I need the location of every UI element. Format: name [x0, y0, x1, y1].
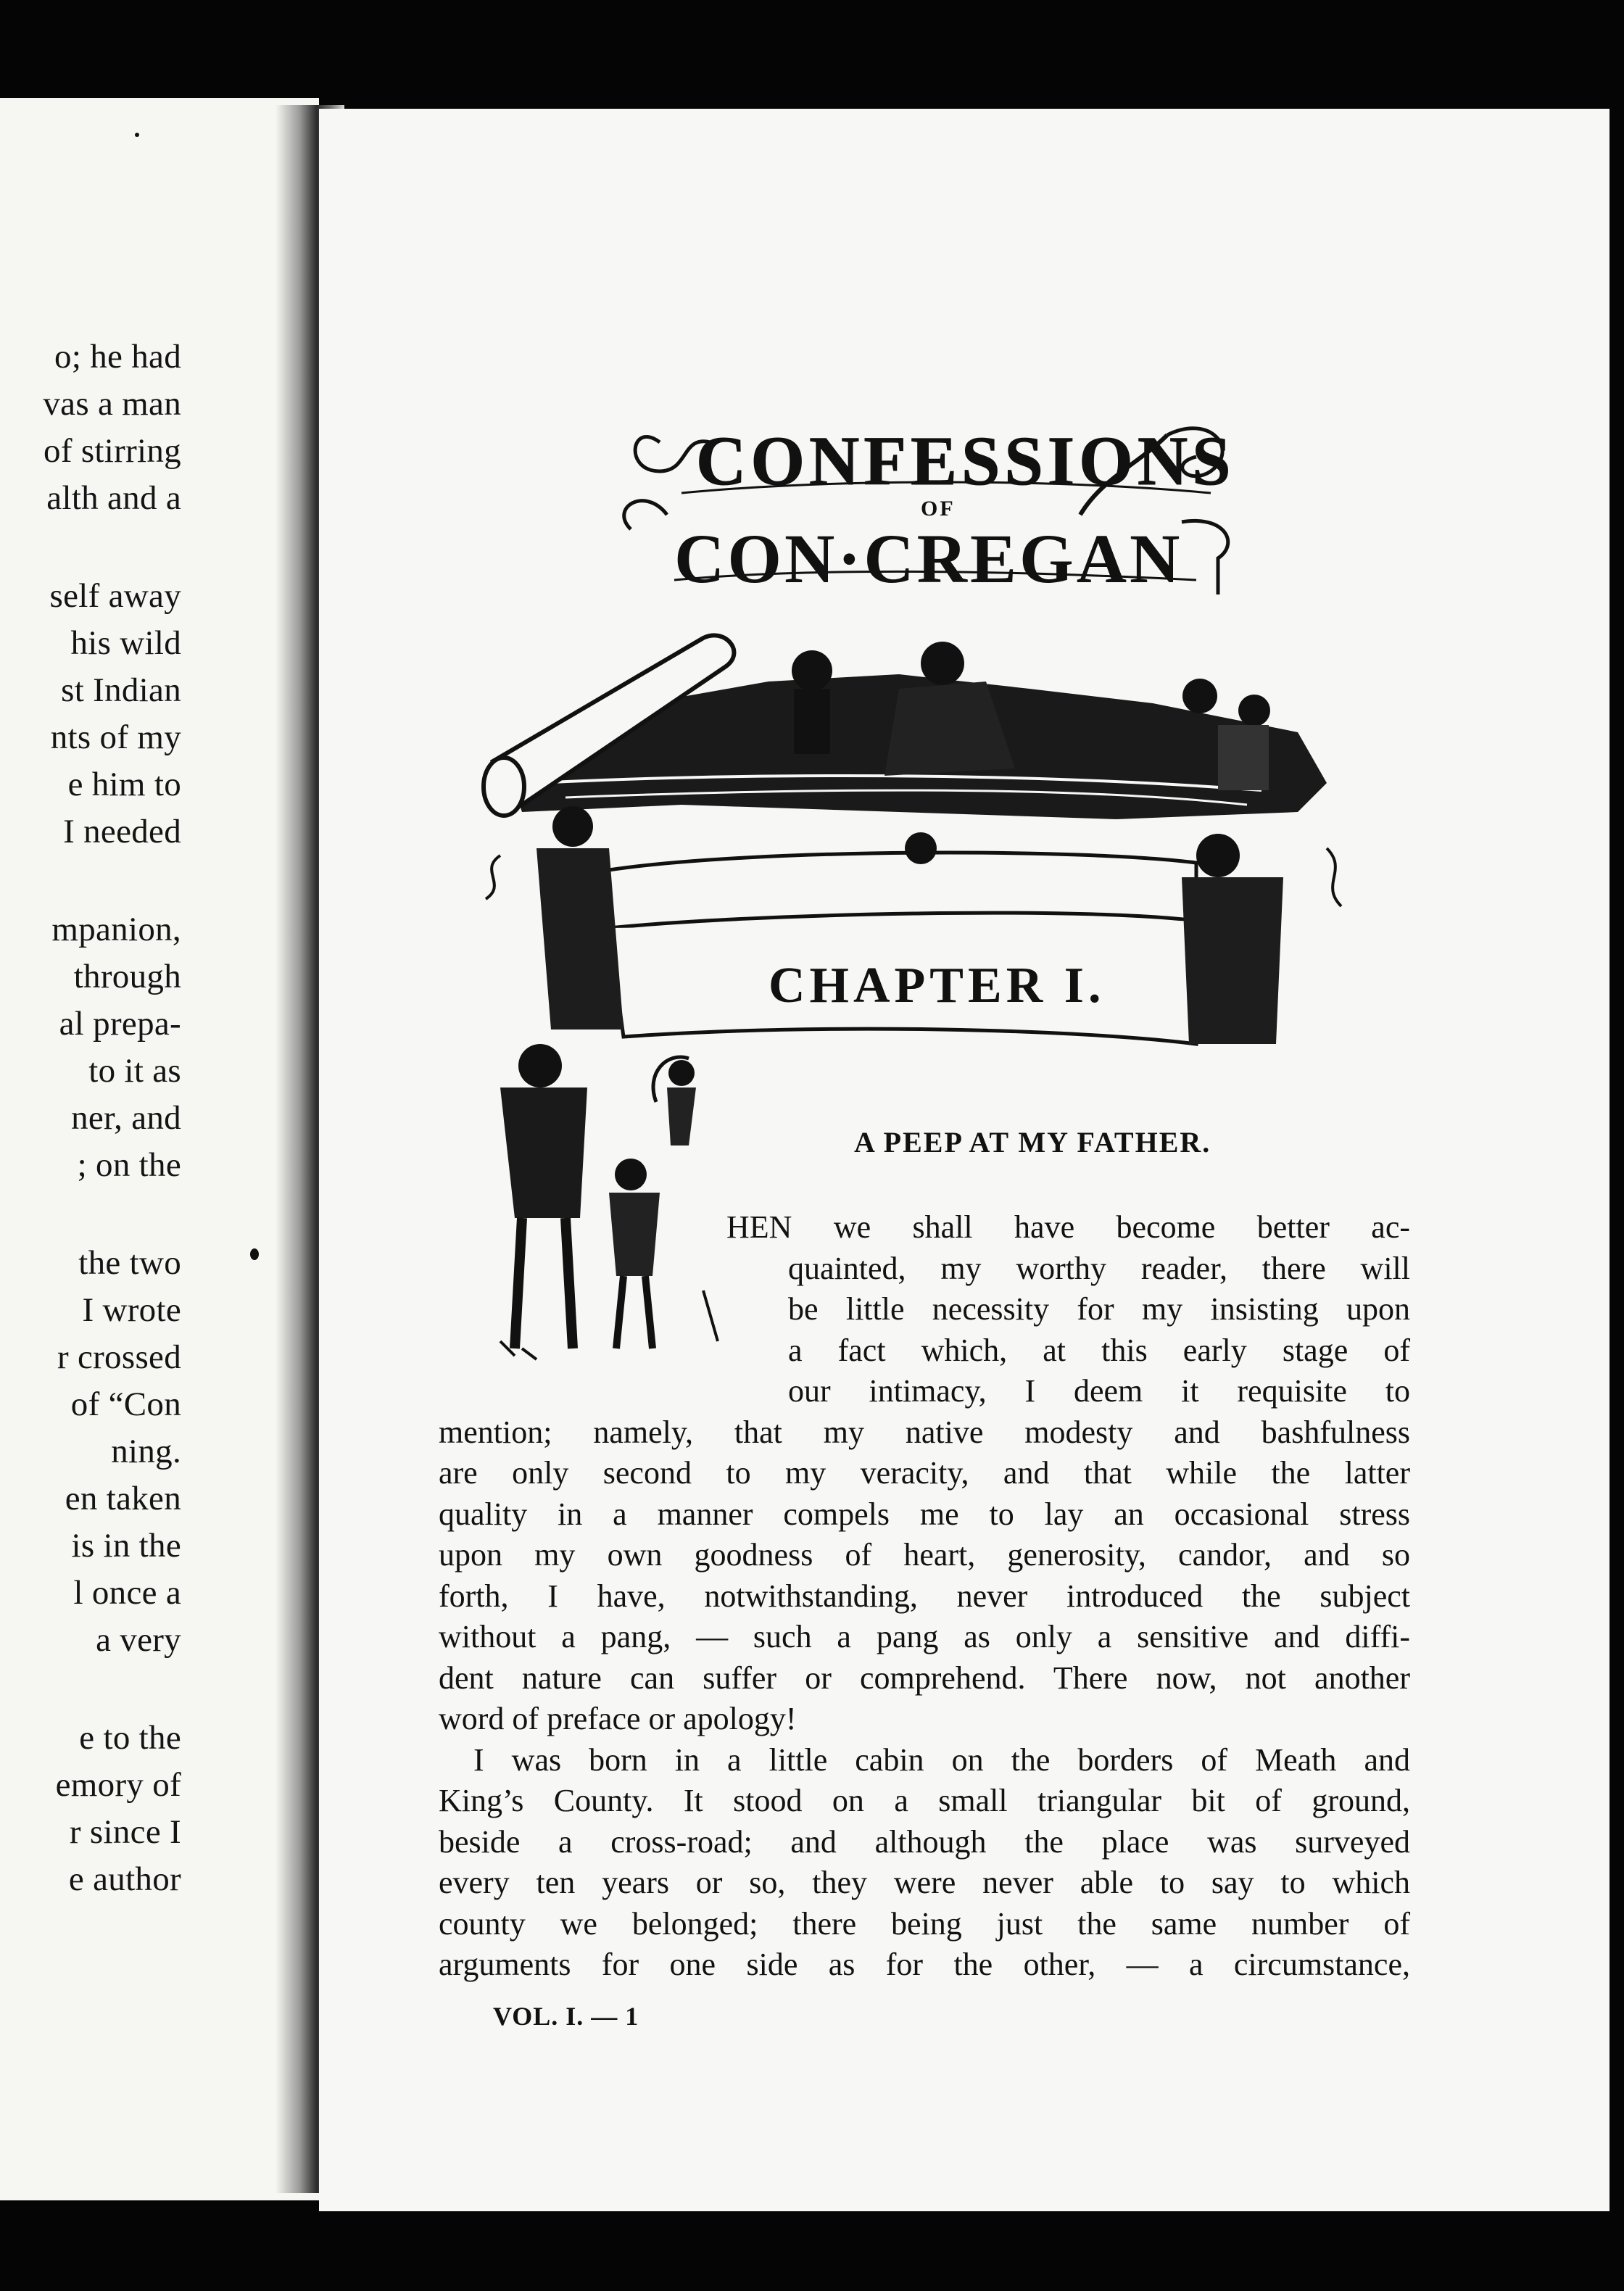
text-line: our intimacy, I deem it requisite to: [788, 1373, 1410, 1409]
left-page-line: al prepa-: [59, 1005, 181, 1043]
left-page-line: en taken: [65, 1480, 181, 1517]
text-line: King’s County. It stood on a small triangular bit of ground,: [439, 1783, 1410, 1818]
left-page-line: I needed: [63, 813, 181, 850]
left-page-line: the two: [78, 1244, 181, 1282]
text-line: without a pang, — such a pang as only a sensitive and diffi-: [439, 1619, 1410, 1654]
title-word-con-cregan: CON·CREGAN: [674, 520, 1183, 597]
left-page-line: emory of: [55, 1766, 181, 1804]
title-word-of: OF: [921, 497, 956, 521]
left-page-line: e to the: [79, 1719, 181, 1757]
left-page-line: is in the: [71, 1527, 181, 1565]
left-page-line: of “Con: [70, 1385, 181, 1423]
left-facing-page: [0, 98, 319, 2200]
text-line: arguments for one side as for the other, — a circumstance,: [439, 1947, 1410, 1982]
left-page-line: r since I: [69, 1813, 181, 1851]
figure-left-bearer: [536, 848, 624, 1030]
left-page-line: of stirring: [44, 432, 181, 470]
left-page-line: alth and a: [46, 479, 181, 517]
figure-head: [792, 650, 832, 691]
left-page-line: r crossed: [57, 1338, 181, 1376]
left-page-line: mpanion,: [51, 911, 181, 948]
text-line: upon my own goodness of heart, generosity, candor, and so: [439, 1537, 1410, 1573]
text-line: every ten years or so, they were never able to say to which: [439, 1865, 1410, 1900]
left-page-line: his wild: [70, 624, 181, 662]
left-page-line: self away: [49, 577, 181, 615]
text-line: are only second to my veracity, and that while the latter: [439, 1455, 1410, 1491]
text-line: word of preface or apology!: [439, 1701, 797, 1736]
text-line: a fact which, at this early stage of: [788, 1332, 1410, 1368]
text-line: beside a cross-road; and although the place was surveyed: [439, 1823, 1410, 1860]
figure-woman-with-child: [500, 1088, 587, 1218]
text-line: I was born in a little cabin on the borders of Meath and: [473, 1741, 1410, 1778]
text-line: quality in a manner compels me to lay an occasional stress: [439, 1496, 1410, 1532]
text-line: quainted, my worthy reader, there will: [788, 1250, 1410, 1286]
text-line: mention; namely, that my native modesty and bashfulness: [439, 1414, 1410, 1450]
left-page-line: ning.: [111, 1433, 181, 1470]
text-line: county we belonged; there being just the same number of: [439, 1905, 1410, 1942]
engraving-illustration: [464, 594, 1370, 1102]
text-line: forth, I have, notwithstanding, never introduced the subject: [439, 1578, 1410, 1614]
left-page-line: st Indian: [61, 671, 181, 709]
ink-speck: [250, 1248, 259, 1260]
ink-speck: [135, 133, 139, 137]
left-page-line: to it as: [88, 1052, 181, 1090]
left-page-text: [0, 98, 319, 2200]
folio-signature: VOL. I. — 1: [493, 2002, 639, 2031]
text-line: HEN we shall have become better ac-: [726, 1209, 1410, 1245]
figure-right-bearer: [1182, 877, 1283, 1044]
left-page-line: l once a: [73, 1574, 181, 1612]
left-page-line: e him to: [67, 766, 181, 803]
left-page-line: through: [73, 958, 181, 995]
figure-head: [921, 642, 964, 685]
left-page-line: nts of my: [50, 718, 181, 756]
left-page-line: vas a man: [43, 385, 181, 423]
body-text: [439, 1207, 1410, 1986]
left-page-line: I wrote: [82, 1291, 181, 1329]
title-lettering: [616, 392, 1283, 609]
left-page-line: e author: [68, 1860, 181, 1898]
chapter-banner-scroll-top: [609, 853, 1196, 928]
left-page-line: ; on the: [77, 1146, 181, 1184]
text-line: dent nature can suffer or comprehend. There now, not another: [439, 1660, 1410, 1696]
left-page-line: ner, and: [71, 1099, 181, 1137]
title-word-confessions: CONFESSIONS: [696, 422, 1235, 500]
chapter-label: CHAPTER I.: [768, 958, 1106, 1014]
chapter-heading: A PEEP AT MY FATHER.: [854, 1126, 1211, 1159]
left-page-line: a very: [96, 1621, 181, 1659]
text-line: be little necessity for my insisting upon: [788, 1291, 1410, 1327]
left-page-line: o; he had: [54, 338, 181, 376]
